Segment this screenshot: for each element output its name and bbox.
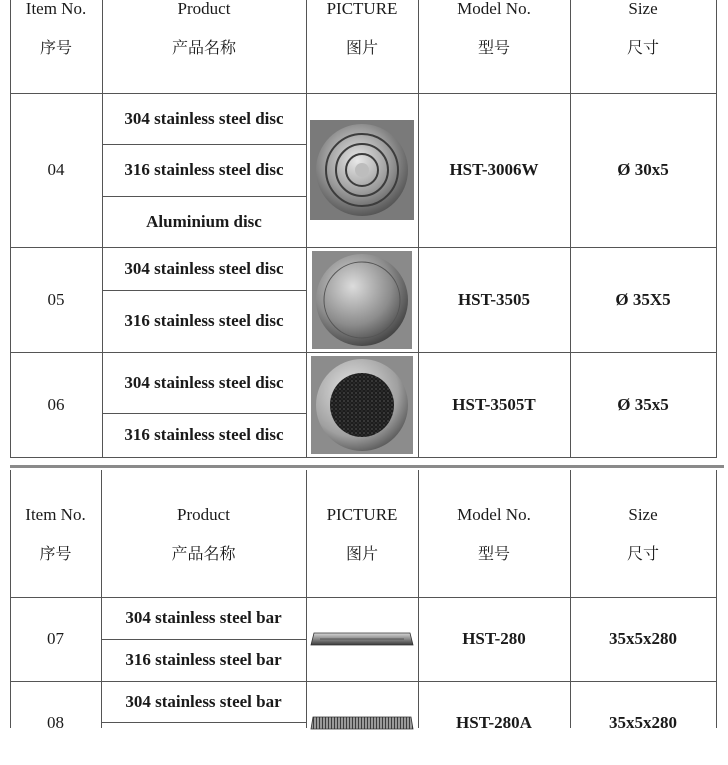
header-product-en: Product (177, 504, 230, 524)
header-product (102, 0, 306, 70)
product-name: Aluminium disc (146, 211, 262, 231)
header-model-no-en: Model No. (457, 504, 531, 524)
header-picture-en: PICTURE (326, 504, 398, 524)
item-number: 08 (47, 713, 64, 732)
plain-steel-disc-icon (306, 247, 418, 352)
item-number: 07 (47, 629, 64, 648)
header-item-no-cn: 序号 (39, 543, 72, 563)
product-name: 316 stainless steel disc (124, 311, 284, 330)
header-size-en: Size (628, 0, 658, 18)
header-item-no-cn: 序号 (39, 38, 72, 57)
size-value: 35x5x280 (609, 713, 677, 732)
header-model-no-en: Model No. (457, 0, 531, 18)
header-picture (306, 470, 418, 597)
product-name: 304 stainless steel disc (124, 372, 284, 392)
table-separator (10, 465, 724, 468)
header-product-cn: 产品名称 (171, 543, 236, 563)
item-number: 06 (47, 394, 65, 414)
header-picture-cn: 图片 (345, 38, 378, 57)
model-number: HST-280A (456, 713, 532, 732)
header-product (101, 470, 306, 597)
header-item-no (10, 470, 101, 597)
model-number: HST-3505 (457, 289, 531, 309)
header-model-no-cn: 型号 (477, 543, 510, 563)
header-product-en: Product (177, 0, 231, 18)
header-model-no (418, 0, 570, 70)
steel-bar-icon (306, 597, 418, 681)
header-size-en: Size (628, 504, 658, 524)
header-size (570, 470, 716, 597)
product-name: 304 stainless steel bar (125, 691, 282, 711)
header-model-no-cn: 型号 (477, 38, 510, 57)
product-name: 316 stainless steel disc (124, 160, 284, 179)
product-name: 304 stainless steel disc (124, 258, 284, 278)
item-number: 05 (47, 289, 65, 309)
size-value: Ø 30x5 (617, 160, 669, 179)
header-item-no (10, 0, 102, 70)
model-number: HST-3006W (449, 160, 539, 179)
product-name: 316 stainless steel disc (124, 425, 284, 444)
product-name: 316 stainless steel bar (125, 650, 282, 669)
grooved-steel-bar-icon (306, 681, 418, 765)
product-name: 304 stainless steel bar (125, 608, 282, 627)
size-value: Ø 35x5 (617, 394, 669, 414)
header-product-cn: 产品名称 (171, 38, 236, 57)
size-value: Ø 35X5 (615, 289, 671, 309)
model-number: HST-280 (462, 629, 526, 648)
header-picture (306, 0, 418, 70)
header-picture-en: PICTURE (326, 0, 398, 18)
size-value: 35x5x280 (609, 629, 677, 648)
model-number: HST-3505T (452, 394, 536, 414)
header-size-cn: 尺寸 (626, 38, 659, 57)
header-size-cn: 尺寸 (626, 543, 659, 563)
item-number: 04 (47, 160, 65, 179)
grooved-steel-disc-icon (306, 93, 418, 247)
header-size (570, 0, 716, 70)
product-name: 304 stainless steel disc (124, 108, 284, 128)
header-item-no-en: Item No. (25, 0, 87, 18)
header-item-no-en: Item No. (25, 504, 86, 524)
anti-slip-steel-disc-icon (306, 352, 418, 457)
header-model-no (418, 470, 570, 597)
header-picture-cn: 图片 (345, 543, 378, 563)
